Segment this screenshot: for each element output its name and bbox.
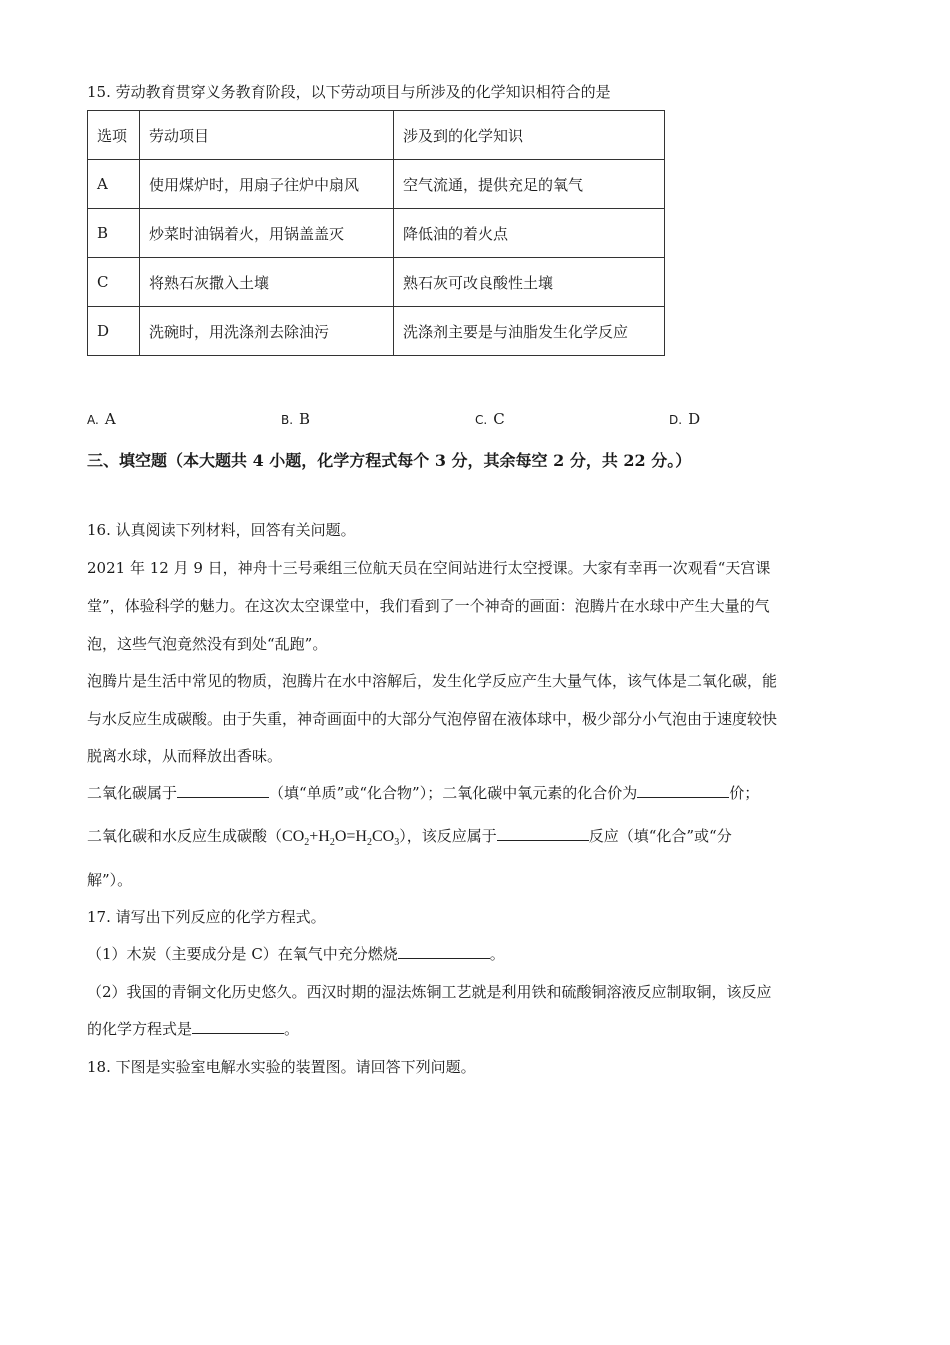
table-row <box>88 307 665 356</box>
question-text: 反应（填“化合”或“分 <box>588 827 732 845</box>
q16-passage-line: 2021 年 12 月 9 日，神舟十三号乘组三位航天员在空间站进行太空授课。大家有幸再一次观看“天宫课 <box>87 559 771 577</box>
table-header-cell: 涉及到的化学知识 <box>394 111 665 160</box>
option-text: C <box>493 410 505 428</box>
table-cell: B <box>88 209 140 258</box>
q16-question-line <box>87 783 759 803</box>
table-cell: 炒菜时油锅着火，用锅盖盖灭 <box>140 209 394 258</box>
q16-passage-line: 泡腾片是生活中常见的物质，泡腾片在水中溶解后，发生化学反应产生大量气体，该气体是二氧化碳，能 <box>87 672 778 690</box>
q16-passage-line: 堂”，体验科学的魅力。在这次太空课堂中，我们看到了一个神奇的画面：泡腾片在水球中产生大量的气 <box>87 597 770 615</box>
q15-table <box>87 110 665 356</box>
option-text: A <box>104 410 116 428</box>
q16-passage-line: 泡，这些气泡竟然没有到处“乱跑”。 <box>87 635 328 653</box>
answer-blank[interactable] <box>177 783 269 798</box>
q18-stem: 18. 下图是实验室电解水实验的装置图。请回答下列问题。 <box>87 1058 476 1076</box>
answer-blank[interactable] <box>637 783 729 798</box>
answer-blank[interactable] <box>398 944 490 959</box>
option-text: B <box>299 410 311 428</box>
q17-sub2-line <box>87 1019 299 1039</box>
answer-blank[interactable] <box>192 1019 284 1034</box>
option-a[interactable] <box>87 410 116 428</box>
option-d[interactable] <box>669 410 700 428</box>
option-letter: D. <box>669 413 683 427</box>
table-cell: 使用煤炉时，用扇子往炉中扇风 <box>140 160 394 209</box>
q16-question-line: 解”）。 <box>87 871 133 889</box>
table-cell: 将熟石灰撒入土壤 <box>140 258 394 307</box>
question-text: （填“单质”或“化合物”）；二氧化碳中氧元素的化合价为 <box>269 784 638 802</box>
question-text: 价； <box>729 784 760 802</box>
option-c[interactable] <box>475 410 505 428</box>
q16-passage-line: 与水反应生成碳酸。由于失重，神奇画面中的大部分气泡停留在液体球中，极少部分小气泡由于速度较快 <box>87 710 778 728</box>
answer-blank[interactable] <box>497 826 589 841</box>
chemical-equation: $CO_2+H_2O=H_2CO_3$ <box>282 828 400 849</box>
table-cell: 洗涤剂主要是与油脂发生化学反应 <box>394 307 665 356</box>
option-b[interactable] <box>281 410 310 428</box>
section-title: 三、填空题（本大题共 4 小题，化学方程式每个 3 分，其余每空 2 分，共 22 分。） <box>87 451 692 470</box>
table-cell: D <box>88 307 140 356</box>
q16-stem: 16. 认真阅读下列材料，回答有关问题。 <box>87 521 356 539</box>
table-row <box>88 258 665 307</box>
table-cell: 空气流通，提供充足的氧气 <box>394 160 665 209</box>
table-header-row <box>88 111 665 160</box>
q17-sub1 <box>87 944 505 964</box>
question-text: 。 <box>489 945 505 963</box>
table-header-cell: 选项 <box>88 111 140 160</box>
q17-sub2-line: （2）我国的青铜文化历史悠久。西汉时期的湿法炼铜工艺就是利用铁和硫酸铜溶液反应制取铜，该反应 <box>87 983 772 1001</box>
table-cell: 熟石灰可改良酸性土壤 <box>394 258 665 307</box>
question-text: ），该反应属于 <box>399 827 497 845</box>
table-cell: A <box>88 160 140 209</box>
table-cell: C <box>88 258 140 307</box>
question-text: 二氧化碳和水反应生成碳酸（ <box>87 827 283 845</box>
q17-stem: 17. 请写出下列反应的化学方程式。 <box>87 908 326 926</box>
table-row <box>88 160 665 209</box>
question-text: 。 <box>284 1020 300 1038</box>
table-row <box>88 209 665 258</box>
q15-stem: 15. 劳动教育贯穿义务教育阶段，以下劳动项目与所涉及的化学知识相符合的是 <box>87 83 611 101</box>
question-text: （1）木炭（主要成分是 C）在氧气中充分燃烧 <box>87 945 398 963</box>
table-cell: 洗碗时，用洗涤剂去除油污 <box>140 307 394 356</box>
table-header-cell: 劳动项目 <box>140 111 394 160</box>
question-text: 的化学方程式是 <box>87 1020 193 1038</box>
q16-passage-line: 脱离水球，从而释放出香味。 <box>87 747 283 765</box>
option-letter: A. <box>87 413 99 427</box>
question-text: 二氧化碳属于 <box>87 784 178 802</box>
option-letter: C. <box>475 413 488 427</box>
option-text: D <box>688 410 701 428</box>
q16-question-line <box>87 826 732 853</box>
option-letter: B. <box>281 413 294 427</box>
table-cell: 降低油的着火点 <box>394 209 665 258</box>
